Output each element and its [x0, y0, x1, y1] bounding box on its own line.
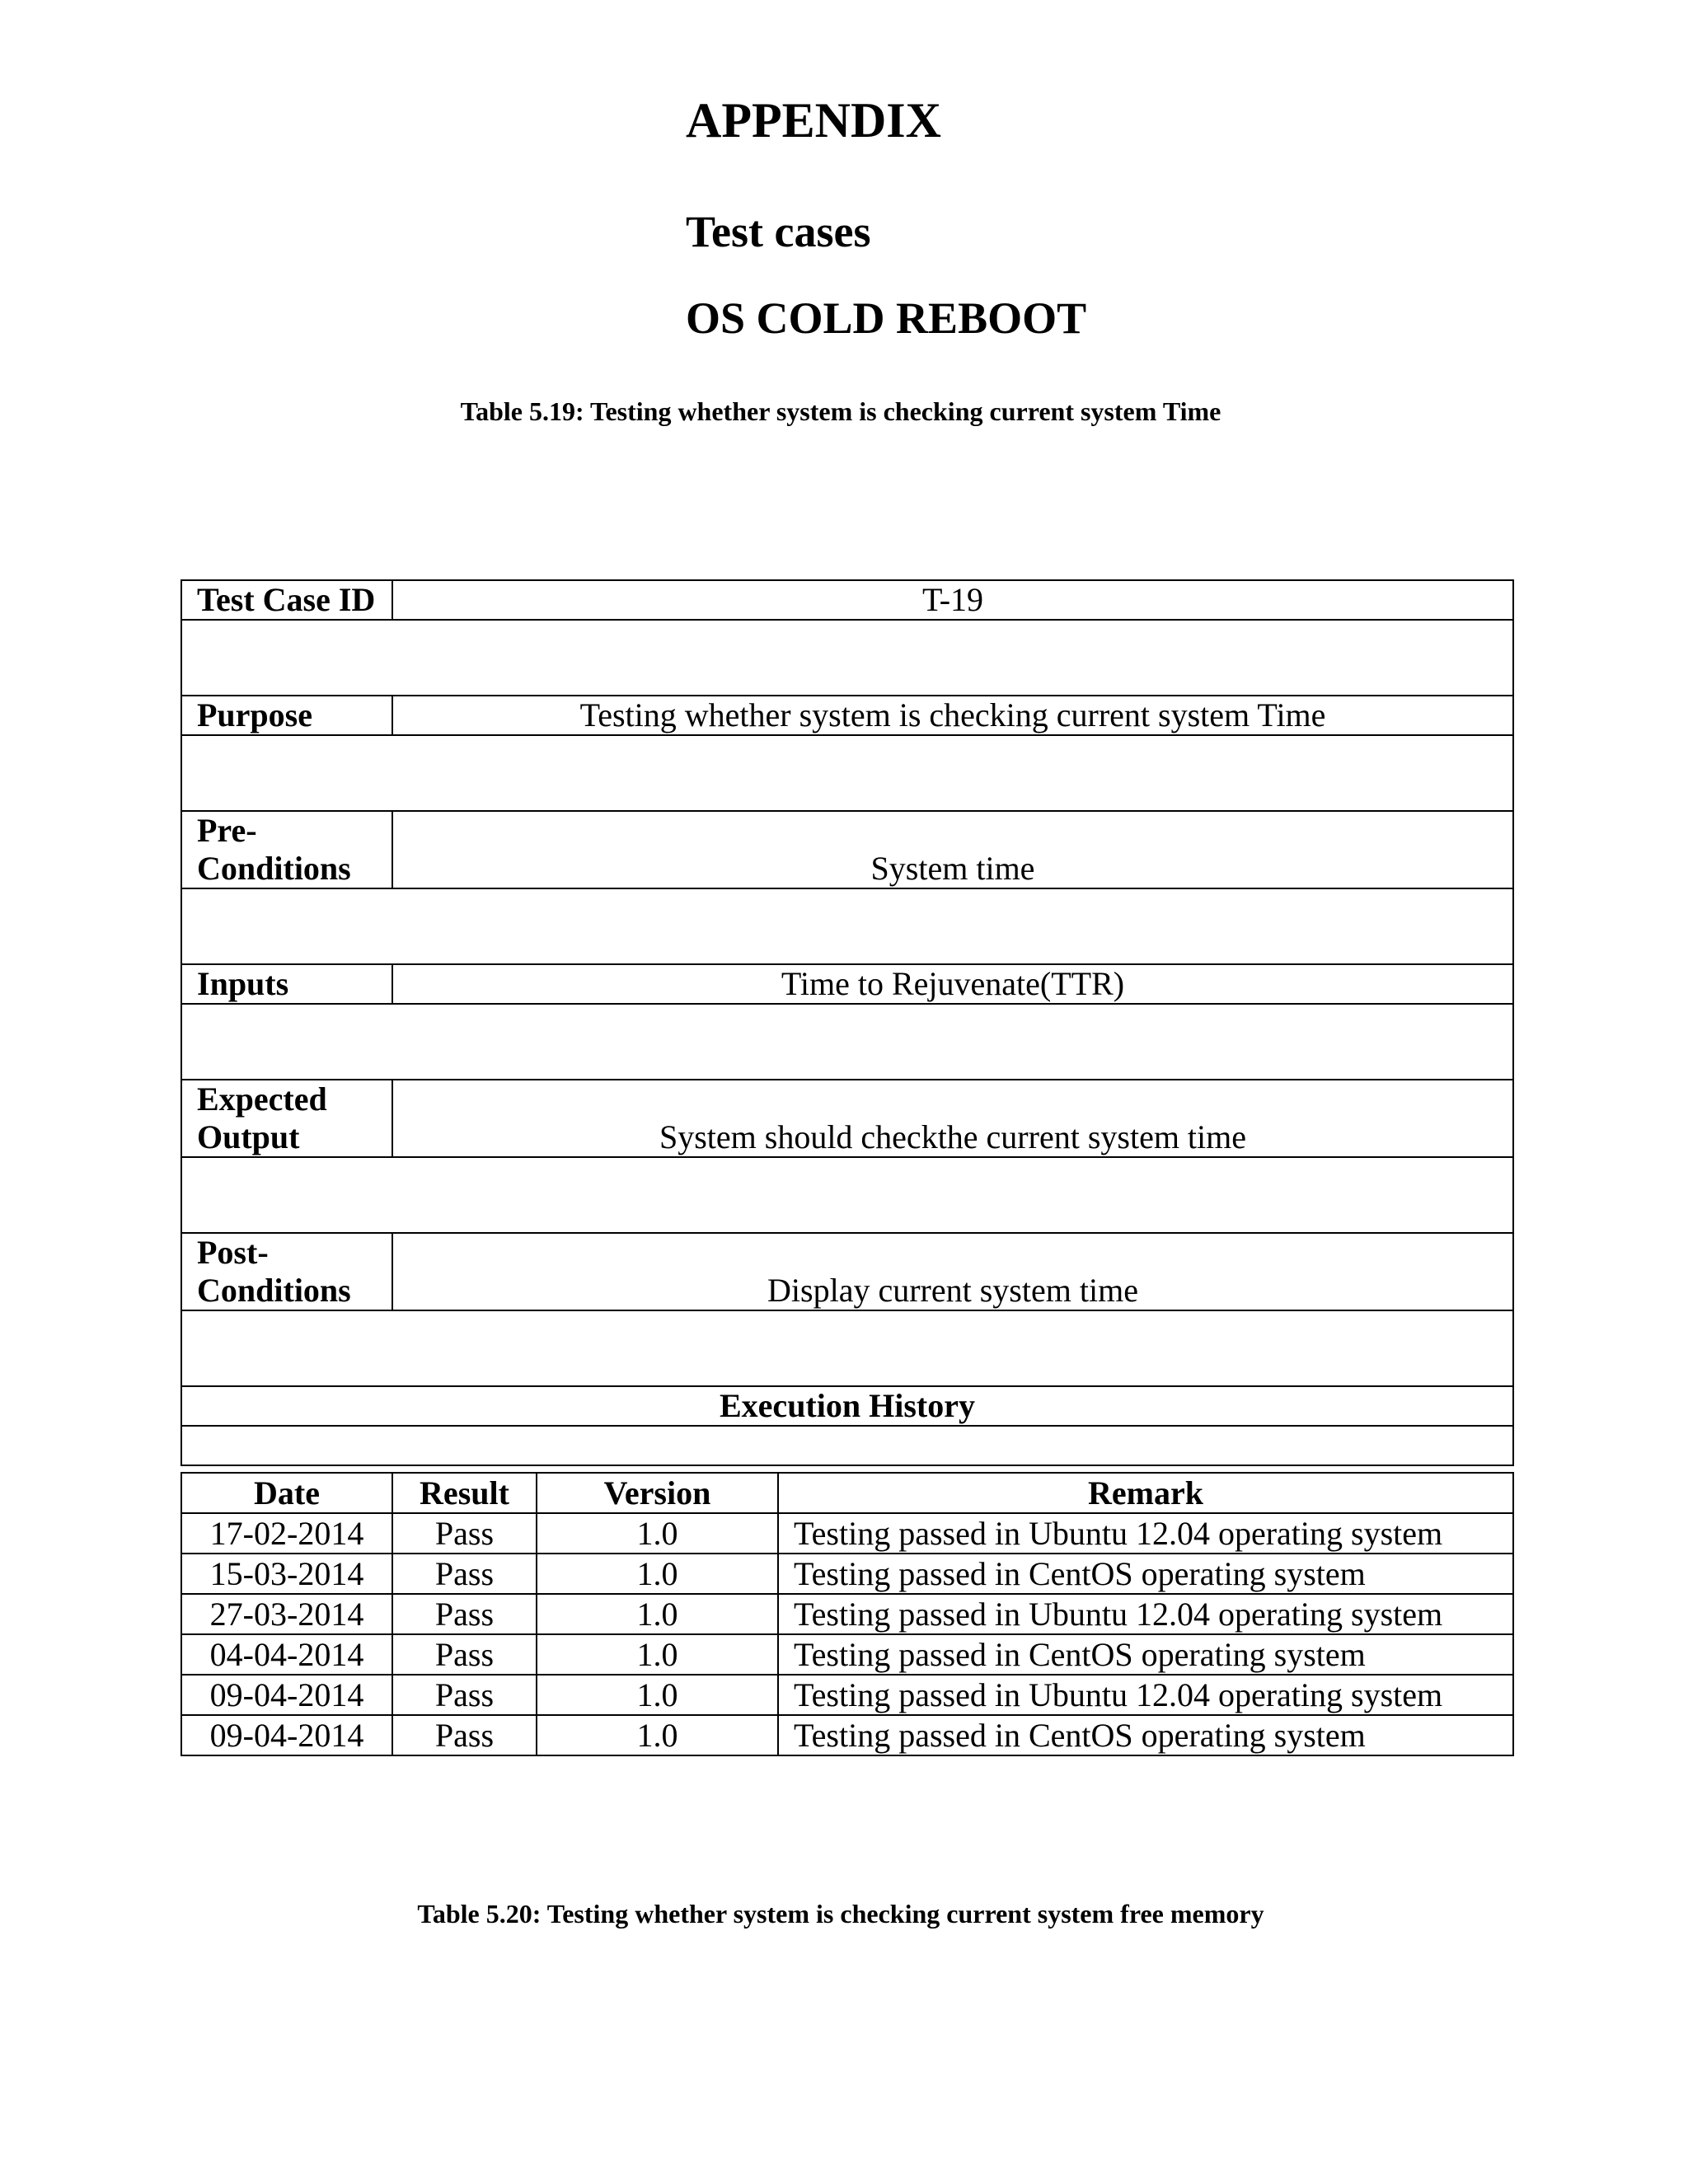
result-cell: Pass: [392, 1594, 537, 1634]
result-cell: Pass: [392, 1634, 537, 1675]
table-row: [181, 1554, 1513, 1594]
version-cell: 1.0: [537, 1513, 778, 1554]
spacer-cell: [181, 888, 1513, 964]
test-case-id-row: [181, 580, 1513, 620]
execution-history-title: Execution History: [181, 1386, 1513, 1426]
expected-label-line1: Expected: [197, 1080, 327, 1118]
appendix-heading: APPENDIX: [686, 93, 941, 148]
expected-label-line2: Output: [197, 1118, 300, 1155]
spacer-row: [181, 735, 1513, 811]
date-cell: 09-04-2014: [181, 1675, 392, 1715]
date-cell: 09-04-2014: [181, 1715, 392, 1755]
spacer-cell: [181, 620, 1513, 696]
spacer-row: [181, 1426, 1513, 1465]
spacer-cell: [181, 735, 1513, 811]
section-heading: OS COLD REBOOT: [686, 293, 1087, 343]
spacer-row: [181, 1157, 1513, 1233]
remark-cell: Testing passed in Ubuntu 12.04 operating system: [778, 1513, 1513, 1554]
column-header-version: Version: [537, 1473, 778, 1513]
purpose-value: Testing whether system is checking current system Time: [392, 696, 1513, 735]
purpose-row: [181, 696, 1513, 735]
inputs-row: [181, 964, 1513, 1004]
next-table-caption: Table 5.20: Testing whether system is checking current system free memory: [417, 1899, 1264, 1929]
postconditions-label-line1: Post-: [197, 1234, 269, 1271]
date-cell: 17-02-2014: [181, 1513, 392, 1554]
purpose-label: Purpose: [181, 696, 392, 735]
spacer-cell: [181, 1310, 1513, 1386]
execution-history-table: [181, 1472, 1514, 1756]
preconditions-label-line2: Conditions: [197, 850, 351, 887]
inputs-label: Inputs: [181, 964, 392, 1004]
spacer-row: [181, 888, 1513, 964]
execution-history-row: [181, 1386, 1513, 1426]
test-case-id-label: Test Case ID: [181, 580, 392, 620]
postconditions-value: Display current system time: [392, 1233, 1513, 1310]
spacer-cell: [181, 1157, 1513, 1233]
version-cell: 1.0: [537, 1554, 778, 1594]
preconditions-label-line1: Pre-: [197, 812, 257, 849]
history-header-row: [181, 1473, 1513, 1513]
test-cases-heading: Test cases: [686, 207, 871, 256]
table-row: [181, 1513, 1513, 1554]
test-case-table: [181, 579, 1514, 1466]
remark-cell: Testing passed in CentOS operating system: [778, 1715, 1513, 1755]
spacer-cell: [181, 1004, 1513, 1080]
test-case-id-value: T-19: [392, 580, 1513, 620]
table-row: [181, 1634, 1513, 1675]
expected-output-label: [181, 1080, 392, 1157]
table-caption: Table 5.19: Testing whether system is checking current system Time: [460, 396, 1221, 426]
column-header-result: Result: [392, 1473, 537, 1513]
version-cell: 1.0: [537, 1675, 778, 1715]
postconditions-row: [181, 1233, 1513, 1310]
preconditions-row: [181, 811, 1513, 888]
inputs-value: Time to Rejuvenate(TTR): [392, 964, 1513, 1004]
result-cell: Pass: [392, 1675, 537, 1715]
version-cell: 1.0: [537, 1634, 778, 1675]
spacer-row: [181, 1004, 1513, 1080]
column-header-date: Date: [181, 1473, 392, 1513]
remark-cell: Testing passed in Ubuntu 12.04 operating system: [778, 1675, 1513, 1715]
result-cell: Pass: [392, 1513, 537, 1554]
result-cell: Pass: [392, 1715, 537, 1755]
date-cell: 27-03-2014: [181, 1594, 392, 1634]
date-cell: 04-04-2014: [181, 1634, 392, 1675]
remark-cell: Testing passed in Ubuntu 12.04 operating system: [778, 1594, 1513, 1634]
version-cell: 1.0: [537, 1715, 778, 1755]
postconditions-label-line2: Conditions: [197, 1272, 351, 1309]
remark-cell: Testing passed in CentOS operating system: [778, 1554, 1513, 1594]
version-cell: 1.0: [537, 1594, 778, 1634]
table-row: [181, 1594, 1513, 1634]
spacer-cell: [181, 1426, 1513, 1465]
postconditions-label: [181, 1233, 392, 1310]
date-cell: 15-03-2014: [181, 1554, 392, 1594]
preconditions-label: [181, 811, 392, 888]
preconditions-value: System time: [392, 811, 1513, 888]
table-row: [181, 1715, 1513, 1755]
remark-cell: Testing passed in CentOS operating system: [778, 1634, 1513, 1675]
expected-output-row: [181, 1080, 1513, 1157]
column-header-remark: Remark: [778, 1473, 1513, 1513]
result-cell: Pass: [392, 1554, 537, 1594]
expected-output-value: System should checkthe current system time: [392, 1080, 1513, 1157]
spacer-row: [181, 620, 1513, 696]
spacer-row: [181, 1310, 1513, 1386]
table-row: [181, 1675, 1513, 1715]
